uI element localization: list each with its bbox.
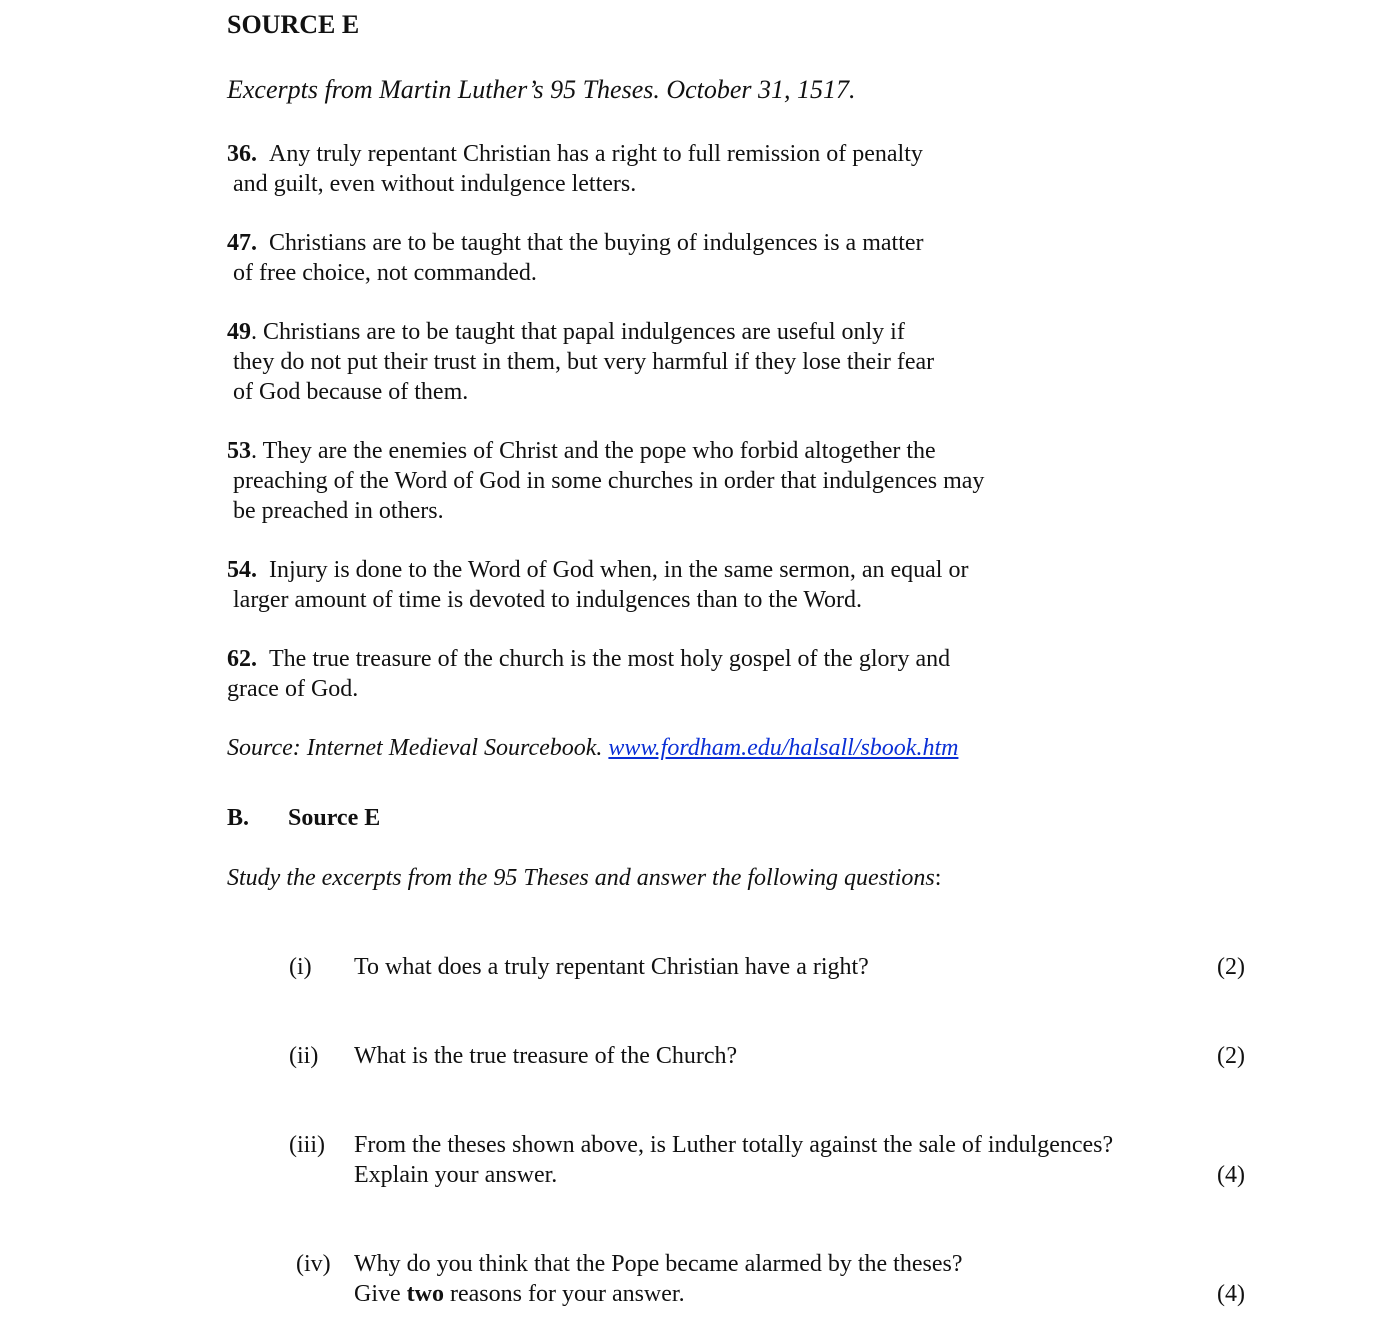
- thesis-number: 36.: [227, 141, 257, 167]
- thesis-line: grace of God.: [227, 676, 359, 702]
- thesis-line: of God because of them.: [233, 379, 469, 405]
- thesis-line: of free choice, not commanded.: [233, 260, 537, 286]
- source-heading: SOURCE E: [227, 10, 360, 39]
- question-number: (iv): [296, 1251, 331, 1277]
- citation-link[interactable]: www.fordham.edu/halsall/sbook.htm: [608, 735, 959, 761]
- thesis-number: 54.: [227, 557, 257, 583]
- section-label: B.: [227, 805, 250, 831]
- section-instruction: [227, 863, 941, 893]
- thesis-text: Injury is done to the Word of God when, in the same sermon, an equal or: [269, 557, 969, 583]
- thesis-text: The true treasure of the church is the most holy gospel of the glory and: [269, 646, 951, 672]
- question-text-bold: two: [406, 1281, 444, 1307]
- instruction-text: Study the excerpts from the 95 Theses and answer the following questions: [227, 865, 935, 891]
- thesis-number: 49: [227, 319, 251, 345]
- question-number: (iii): [289, 1132, 325, 1158]
- thesis-line: [227, 436, 936, 466]
- thesis-line: and guilt, even without indulgence letters.: [233, 171, 637, 197]
- question-text-line2: [354, 1279, 685, 1309]
- question-text-pre: Give: [354, 1281, 407, 1307]
- thesis-text: . They are the enemies of Christ and the pope who forbid altogether the: [251, 438, 936, 464]
- thesis-line: they do not put their trust in them, but very harmful if they lose their fear: [233, 349, 935, 375]
- question-marks: (2): [1217, 1043, 1245, 1069]
- question-marks: (2): [1217, 954, 1245, 980]
- thesis-number: 62.: [227, 646, 257, 672]
- thesis-line: [227, 317, 905, 347]
- thesis-line: [227, 555, 968, 585]
- question-text: What is the true treasure of the Church?: [354, 1043, 738, 1069]
- source-subtitle: Excerpts from Martin Luther’s 95 Theses. October 31, 1517.: [227, 75, 856, 104]
- thesis-line: larger amount of time is devoted to indulgences than to the Word.: [233, 587, 863, 613]
- question-text-post: reasons for your answer.: [443, 1281, 685, 1307]
- thesis-number: 53: [227, 438, 251, 464]
- thesis-text: . Christians are to be taught that papal indulgences are useful only if: [251, 319, 905, 345]
- question-text: From the theses shown above, is Luther totally against the sale of indulgences?: [354, 1132, 1114, 1158]
- question-marks: (4): [1217, 1162, 1245, 1188]
- question-text-line2: Explain your answer.: [354, 1162, 558, 1188]
- section-title: Source E: [288, 805, 381, 831]
- question-marks: (4): [1217, 1281, 1245, 1307]
- question-number: (ii): [289, 1043, 319, 1069]
- thesis-line: [227, 139, 923, 169]
- citation-prefix: Source: Internet Medieval Sourcebook.: [227, 735, 609, 761]
- question-text: To what does a truly repentant Christian have a right?: [354, 954, 869, 980]
- thesis-line: [227, 644, 950, 674]
- source-citation: [227, 733, 958, 763]
- instruction-colon: :: [934, 865, 942, 891]
- thesis-line: be preached in others.: [233, 498, 444, 524]
- thesis-line: preaching of the Word of God in some churches in order that indulgences may: [233, 468, 985, 494]
- thesis-text: Any truly repentant Christian has a right to full remission of penalty: [269, 141, 923, 167]
- thesis-number: 47.: [227, 230, 257, 256]
- question-number: (i): [289, 954, 312, 980]
- thesis-text: Christians are to be taught that the buying of indulgences is a matter: [269, 230, 924, 256]
- question-text: Why do you think that the Pope became alarmed by the theses?: [354, 1251, 963, 1277]
- thesis-line: [227, 228, 924, 258]
